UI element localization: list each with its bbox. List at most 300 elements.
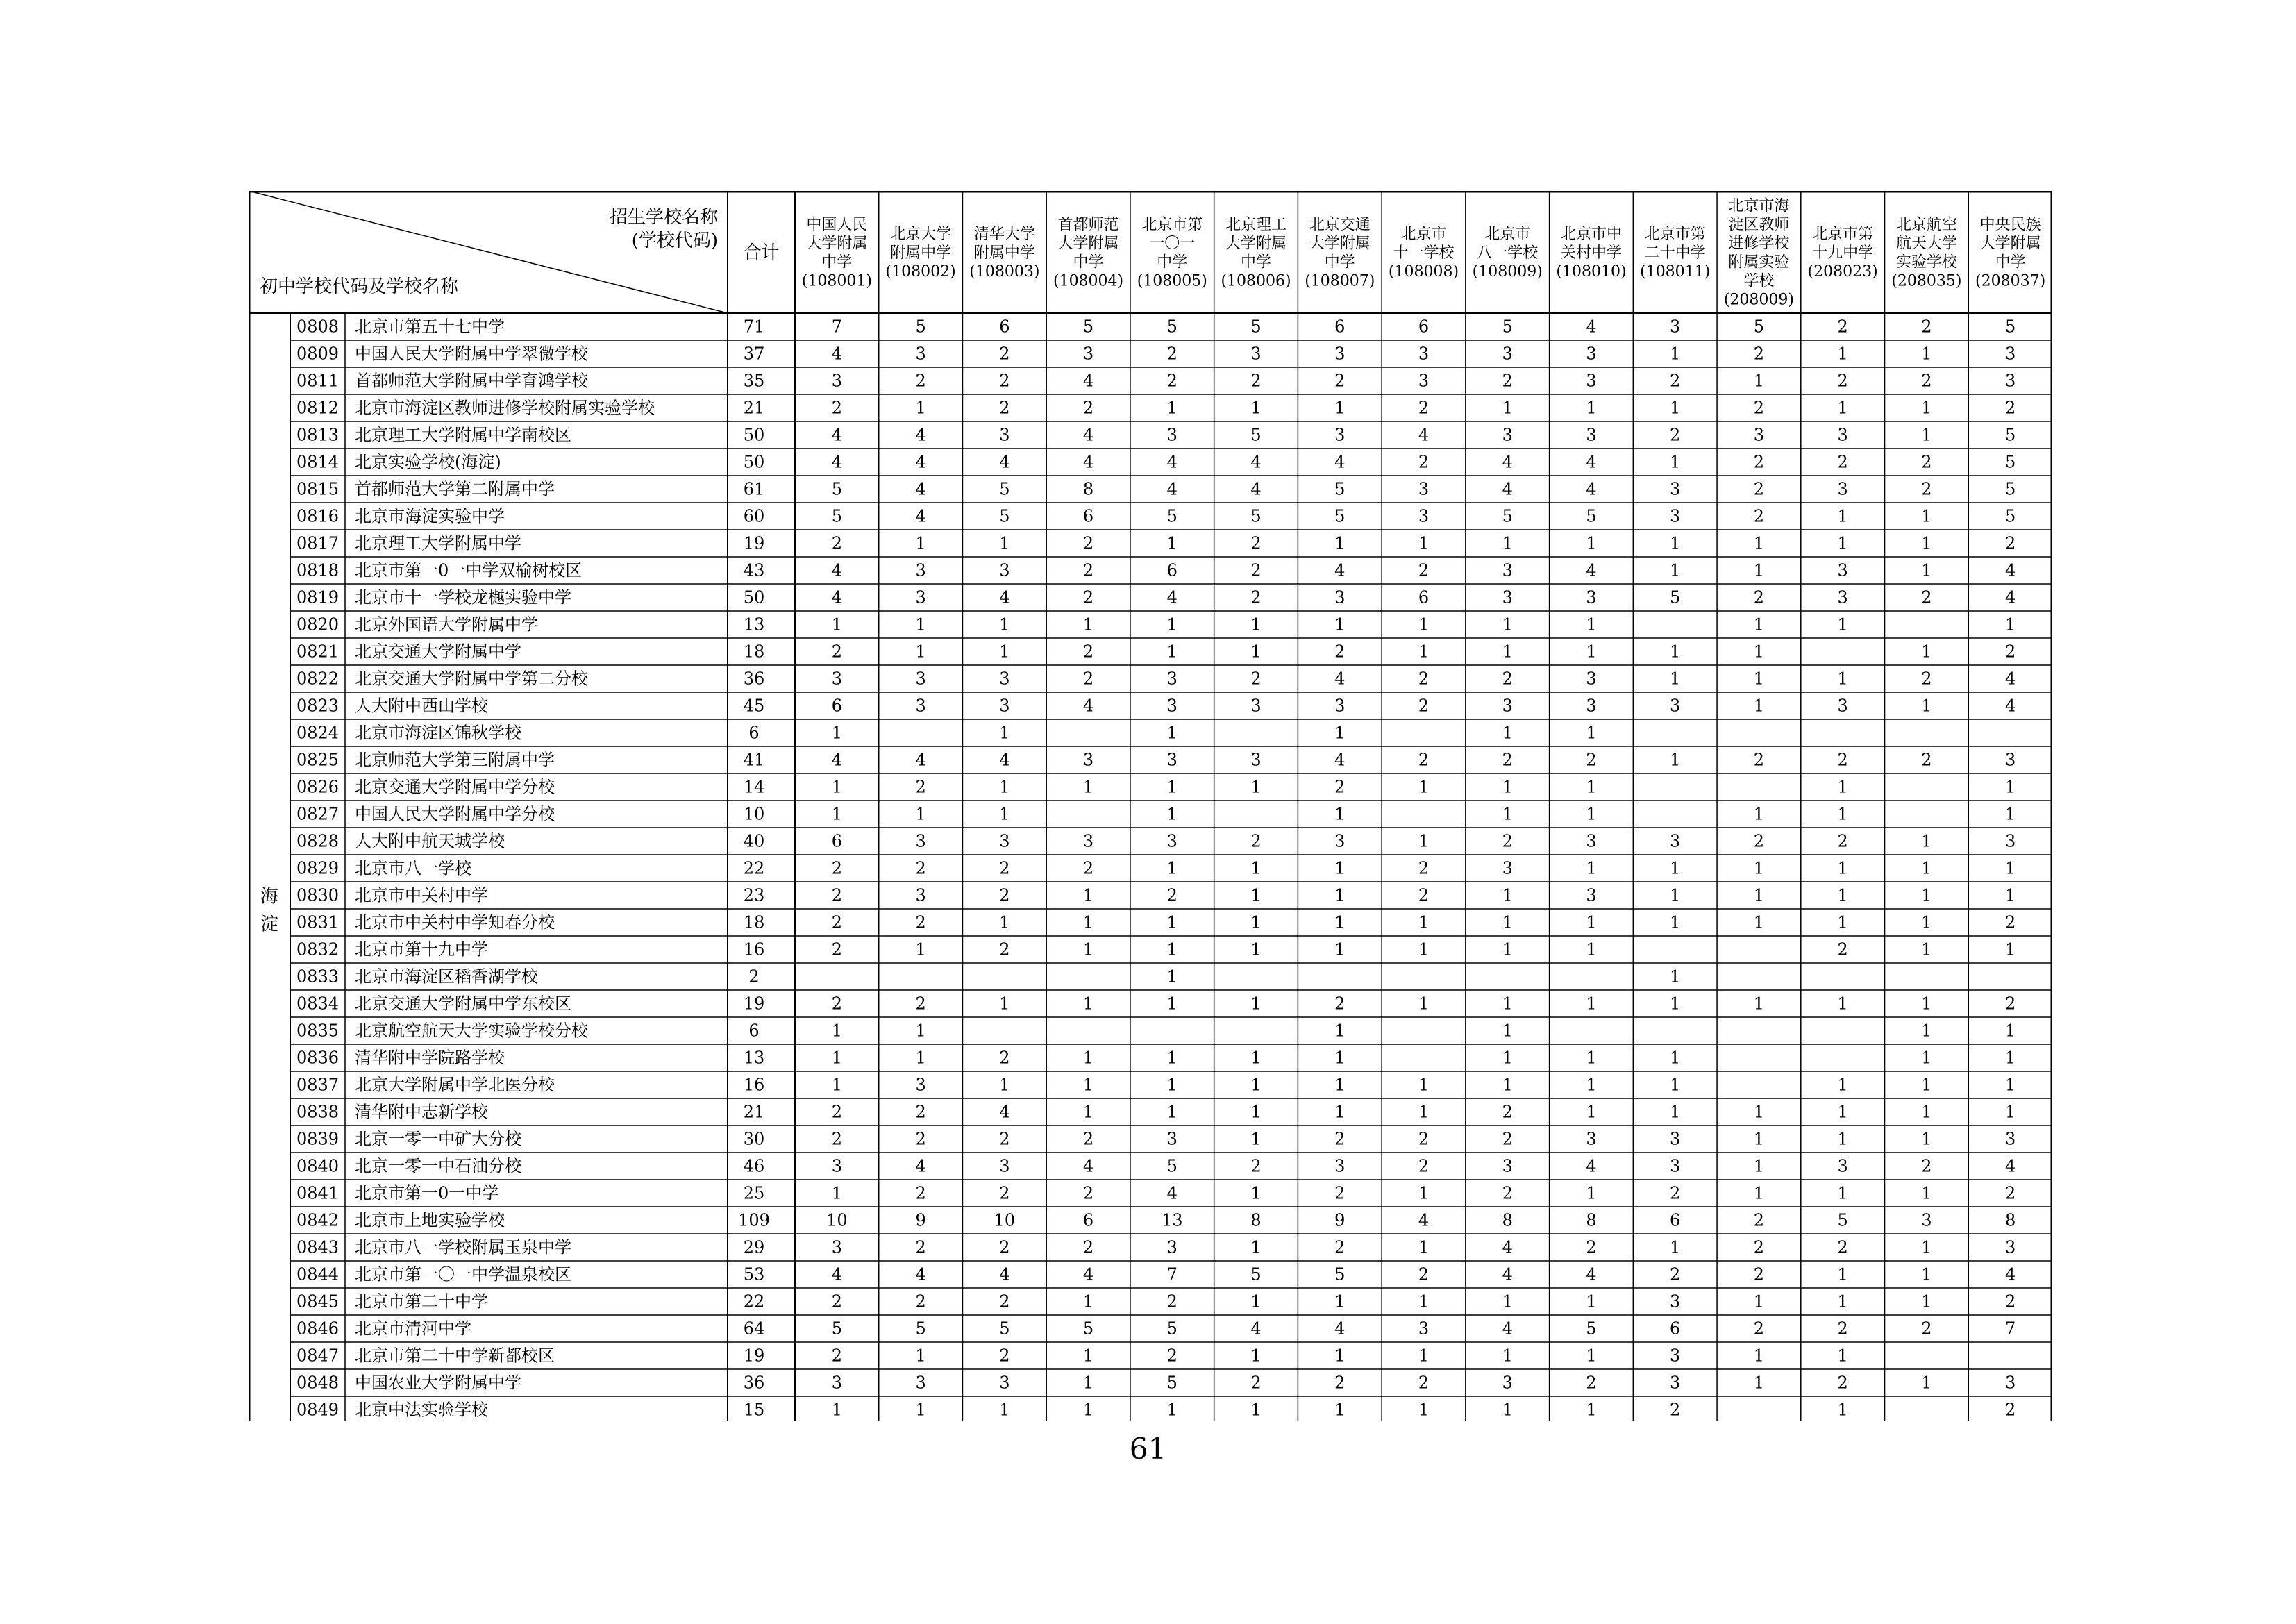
row-value: 1	[1166, 912, 1178, 932]
row-value: 2	[1418, 858, 1430, 878]
row-value: 1	[1502, 1400, 1513, 1420]
row-value: 1	[1921, 344, 1932, 364]
row-value: 2	[831, 1346, 843, 1366]
row-value: 1	[1753, 1291, 1765, 1312]
row-value: 1	[1502, 533, 1513, 553]
corner-label-bottom: 初中学校代码及学校名称	[260, 276, 459, 297]
row-value: 2	[2004, 642, 2016, 662]
row-school-name: 北京交通大学附属中学分校	[355, 777, 555, 797]
row-school-name: 清华附中志新学校	[355, 1102, 488, 1122]
row-value: 2	[1502, 831, 1513, 851]
row-code: 0844	[296, 1264, 340, 1284]
row-value: 3	[1502, 1156, 1513, 1176]
row-school-name: 北京实验学校(海淀)	[355, 452, 501, 472]
row-value: 4	[2004, 587, 2016, 608]
row-value: 1	[1166, 966, 1178, 987]
row-value: 1	[1082, 1075, 1094, 1095]
row-value: 1	[1753, 696, 1765, 716]
row-value: 3	[1334, 344, 1346, 364]
column-header-name: 北京市	[1400, 226, 1447, 243]
column-header-name: 中学	[1241, 253, 1272, 271]
row-value: 4	[1334, 669, 1346, 689]
row-code: 0828	[296, 831, 340, 851]
row-value: 1	[1586, 1075, 1597, 1095]
row-value: 1	[1837, 506, 1848, 526]
row-value: 2	[1586, 1237, 1597, 1257]
row-value: 4	[1502, 1264, 1513, 1284]
column-header-name: 中国人民	[806, 216, 868, 234]
row-value: 3	[915, 831, 926, 851]
row-value: 1	[1166, 804, 1178, 824]
row-value: 2	[1250, 560, 1262, 580]
row-value: 1	[1166, 1048, 1178, 1068]
row-value: 2	[1334, 1373, 1346, 1393]
row-value: 1	[1670, 885, 1681, 905]
row-value: 5	[1670, 587, 1681, 608]
row-school-name: 北京师范大学第三附属中学	[355, 750, 555, 770]
column-header-name: 八一学校	[1477, 244, 1539, 262]
row-value: 1	[1334, 939, 1346, 960]
row-value: 3	[1586, 344, 1597, 364]
row-value: 2	[1837, 452, 1848, 472]
row-value: 1	[999, 804, 1010, 824]
row-value: 5	[1082, 1319, 1094, 1339]
row-code: 0847	[296, 1346, 340, 1366]
row-value: 4	[1082, 696, 1094, 716]
row-value: 3	[1334, 1156, 1346, 1176]
row-value: 1	[1166, 1102, 1178, 1122]
row-value: 1	[915, 642, 926, 662]
row-value: 2	[1921, 371, 1932, 391]
row-value: 1	[1586, 994, 1597, 1014]
row-value: 4	[2004, 1264, 2016, 1284]
column-header-code: (108005)	[1137, 272, 1207, 290]
row-school-name: 北京中法实验学校	[355, 1400, 488, 1420]
row-total: 13	[743, 1048, 765, 1068]
row-value: 3	[1334, 831, 1346, 851]
row-value: 1	[1837, 912, 1848, 932]
row-value: 2	[915, 1237, 926, 1257]
row-value: 4	[1166, 452, 1178, 472]
row-value: 2	[1166, 1291, 1178, 1312]
row-value: 2	[999, 1346, 1010, 1366]
row-value: 1	[1166, 1400, 1178, 1420]
row-value: 1	[1586, 1291, 1597, 1312]
row-value: 1	[1082, 1102, 1094, 1122]
row-value: 2	[1670, 1264, 1681, 1284]
row-value: 1	[1334, 858, 1346, 878]
row-value: 8	[1082, 479, 1094, 499]
row-code: 0842	[296, 1210, 340, 1230]
row-value: 2	[915, 858, 926, 878]
row-value: 1	[1921, 885, 1932, 905]
row-value: 2	[1166, 344, 1178, 364]
row-value: 5	[999, 1319, 1010, 1339]
row-value: 1	[1837, 533, 1848, 553]
row-value: 4	[2004, 669, 2016, 689]
row-value: 2	[1418, 696, 1430, 716]
row-value: 4	[915, 479, 926, 499]
row-value: 2	[1753, 452, 1765, 472]
row-value: 1	[915, 1048, 926, 1068]
row-value: 2	[1921, 1319, 1932, 1339]
row-value: 3	[1586, 587, 1597, 608]
column-header-code: (108002)	[885, 263, 956, 281]
row-value: 4	[831, 344, 843, 364]
row-value: 3	[1166, 831, 1178, 851]
column-header-name: 学校	[1743, 272, 1775, 290]
row-value: 5	[1502, 317, 1513, 337]
row-value: 4	[915, 506, 926, 526]
column-header-code: (108001)	[801, 272, 872, 290]
row-value: 2	[1418, 1264, 1430, 1284]
row-code: 0833	[296, 966, 340, 987]
row-value: 2	[1837, 1237, 1848, 1257]
row-value: 2	[1921, 317, 1932, 337]
row-value: 1	[1921, 994, 1932, 1014]
row-value: 4	[999, 1102, 1010, 1122]
row-code: 0824	[296, 723, 340, 743]
row-value: 2	[1250, 371, 1262, 391]
row-value: 6	[831, 696, 843, 716]
row-value: 1	[1586, 642, 1597, 662]
row-total: 43	[743, 560, 765, 580]
row-school-name: 北京市第二十中学新都校区	[355, 1346, 555, 1366]
row-value: 1	[1921, 939, 1932, 960]
row-value: 1	[1586, 1400, 1597, 1420]
column-header-name: 附属中学	[973, 244, 1035, 262]
row-code: 0826	[296, 777, 340, 797]
row-value: 3	[831, 371, 843, 391]
row-value: 3	[1586, 831, 1597, 851]
row-value: 1	[1921, 1183, 1932, 1203]
row-value: 1	[1418, 994, 1430, 1014]
row-value: 1	[1921, 560, 1932, 580]
row-value: 2	[915, 1129, 926, 1149]
row-value: 1	[1670, 344, 1681, 364]
row-value: 1	[1166, 398, 1178, 418]
row-school-name: 人大附中西山学校	[355, 696, 488, 716]
row-total: 36	[743, 1373, 765, 1393]
row-value: 3	[1250, 696, 1262, 716]
row-value: 1	[1921, 912, 1932, 932]
row-value: 1	[831, 1075, 843, 1095]
row-total: 18	[743, 912, 765, 932]
row-value: 1	[999, 642, 1010, 662]
row-value: 3	[1418, 371, 1430, 391]
row-value: 1	[1670, 1102, 1681, 1122]
row-code: 0848	[296, 1373, 340, 1393]
row-value: 1	[1250, 777, 1262, 797]
row-value: 1	[1837, 1346, 1848, 1366]
row-value: 2	[831, 533, 843, 553]
row-school-name: 北京市第五十七中学	[355, 317, 505, 337]
column-header-name: 中学	[1324, 253, 1355, 271]
row-code: 0818	[296, 560, 340, 580]
row-value: 1	[1837, 1102, 1848, 1122]
column-header-name: 淀区教师	[1728, 216, 1790, 234]
row-value: 2	[1586, 750, 1597, 770]
row-school-name: 北京交通大学附属中学东校区	[355, 994, 571, 1014]
row-value: 1	[1837, 1264, 1848, 1284]
row-value: 1	[1921, 642, 1932, 662]
row-value: 1	[1418, 1346, 1430, 1366]
row-value: 1	[1670, 398, 1681, 418]
row-value: 1	[999, 533, 1010, 553]
row-value: 5	[1586, 506, 1597, 526]
row-value: 4	[1502, 452, 1513, 472]
row-value: 1	[1418, 1102, 1430, 1122]
row-total: 41	[743, 750, 765, 770]
row-value: 1	[1418, 642, 1430, 662]
row-value: 4	[915, 425, 926, 445]
row-school-name: 北京大学附属中学北医分校	[355, 1075, 555, 1095]
row-value: 2	[1502, 750, 1513, 770]
row-value: 1	[1166, 1075, 1178, 1095]
row-value: 5	[2004, 479, 2016, 499]
row-value: 2	[1082, 587, 1094, 608]
row-value: 3	[2004, 371, 2016, 391]
row-value: 1	[831, 1183, 843, 1203]
row-value: 1	[1753, 885, 1765, 905]
row-value: 1	[1670, 994, 1681, 1014]
row-value: 1	[1837, 994, 1848, 1014]
row-total: 25	[743, 1183, 765, 1203]
row-value: 4	[1334, 1319, 1346, 1339]
row-value: 1	[1418, 1075, 1430, 1095]
district-label: 淀	[260, 914, 279, 935]
row-code: 0822	[296, 669, 340, 689]
column-header-name: 北京市中	[1560, 226, 1622, 243]
row-value: 1	[2004, 804, 2016, 824]
row-total: 19	[743, 533, 765, 553]
row-value: 1	[999, 912, 1010, 932]
row-value: 2	[831, 398, 843, 418]
row-value: 5	[915, 1319, 926, 1339]
row-value: 2	[831, 994, 843, 1014]
row-value: 2	[1753, 1319, 1765, 1339]
row-value: 1	[1586, 533, 1597, 553]
row-school-name: 北京外国语大学附属中学	[355, 614, 538, 635]
row-value: 2	[1921, 452, 1932, 472]
row-school-name: 北京市海淀实验中学	[355, 506, 505, 526]
row-value: 3	[999, 831, 1010, 851]
row-value: 1	[1837, 344, 1848, 364]
row-value: 1	[1753, 1346, 1765, 1366]
row-value: 1	[1586, 939, 1597, 960]
row-value: 1	[1921, 1264, 1932, 1284]
row-value: 2	[1753, 506, 1765, 526]
row-value: 2	[1921, 587, 1932, 608]
row-value: 3	[1166, 669, 1178, 689]
column-header-name: 北京市第	[1644, 226, 1706, 243]
row-value: 2	[1418, 1156, 1430, 1176]
row-value: 3	[1670, 831, 1681, 851]
row-value: 3	[915, 1373, 926, 1393]
row-value: 1	[1334, 1346, 1346, 1366]
row-value: 2	[915, 1291, 926, 1312]
row-school-name: 北京交通大学附属中学	[355, 642, 521, 662]
row-total: 21	[743, 398, 765, 418]
row-value: 3	[1670, 506, 1681, 526]
row-value: 1	[1921, 1129, 1932, 1149]
row-total: 37	[743, 344, 765, 364]
row-value: 5	[1334, 506, 1346, 526]
row-value: 4	[915, 1264, 926, 1284]
row-code: 0841	[296, 1183, 340, 1203]
row-value: 7	[2004, 1319, 2016, 1339]
row-total: 6	[748, 1021, 760, 1041]
row-value: 2	[1753, 587, 1765, 608]
row-code: 0813	[296, 425, 340, 445]
row-value: 1	[1753, 371, 1765, 391]
column-header-name: 首都师范	[1057, 216, 1119, 234]
row-value: 1	[1418, 1237, 1430, 1257]
row-value: 2	[1082, 669, 1094, 689]
row-value: 3	[2004, 750, 2016, 770]
row-value: 3	[831, 1237, 843, 1257]
row-value: 1	[1921, 1102, 1932, 1122]
row-value: 5	[1166, 1373, 1178, 1393]
row-school-name: 北京市第一0一中学双榆树校区	[355, 560, 583, 580]
row-value: 1	[1166, 858, 1178, 878]
row-value: 6	[1082, 1210, 1094, 1230]
row-code: 0834	[296, 994, 340, 1014]
row-value: 1	[999, 1075, 1010, 1095]
row-value: 3	[1082, 831, 1094, 851]
row-value: 1	[1250, 1183, 1262, 1203]
row-total: 18	[743, 642, 765, 662]
row-value: 1	[1418, 777, 1430, 797]
row-value: 1	[1418, 614, 1430, 635]
row-value: 1	[1334, 804, 1346, 824]
row-value: 1	[1502, 1021, 1513, 1041]
row-value: 1	[1921, 425, 1932, 445]
corner-label-top: 招生学校名称	[609, 207, 718, 228]
row-value: 4	[2004, 696, 2016, 716]
row-value: 2	[2004, 1291, 2016, 1312]
row-value: 1	[1837, 398, 1848, 418]
row-school-name: 清华附中学院路学校	[355, 1048, 505, 1068]
row-value: 1	[1670, 560, 1681, 580]
row-value: 3	[1250, 750, 1262, 770]
row-value: 1	[1250, 1102, 1262, 1122]
column-header-name: 实验学校	[1895, 253, 1957, 271]
column-header-name: 北京大学	[890, 226, 952, 243]
row-value: 2	[1921, 669, 1932, 689]
row-value: 3	[1670, 696, 1681, 716]
row-code: 0829	[296, 858, 340, 878]
row-total: 50	[743, 452, 765, 472]
row-code: 0830	[296, 885, 340, 905]
column-header-name: 北京航空	[1895, 216, 1957, 234]
row-value: 1	[1418, 939, 1430, 960]
row-total: 45	[743, 696, 765, 716]
row-value: 1	[1334, 1021, 1346, 1041]
row-code: 0831	[296, 912, 340, 932]
row-value: 3	[1753, 425, 1765, 445]
row-value: 1	[1250, 614, 1262, 635]
row-value: 4	[1502, 1319, 1513, 1339]
row-value: 2	[1082, 398, 1094, 418]
column-header-name: 十九中学	[1812, 244, 1874, 262]
row-value: 2	[1502, 371, 1513, 391]
row-value: 1	[1502, 642, 1513, 662]
row-total: 109	[738, 1210, 770, 1230]
row-value: 2	[1334, 777, 1346, 797]
row-value: 2	[1082, 533, 1094, 553]
row-total: 10	[743, 804, 765, 824]
row-school-name: 北京市海淀区稻香湖学校	[355, 966, 538, 987]
row-value: 1	[1502, 912, 1513, 932]
row-value: 1	[1250, 1400, 1262, 1420]
row-value: 2	[1837, 750, 1848, 770]
row-value: 3	[1670, 1346, 1681, 1366]
row-value: 5	[1166, 506, 1178, 526]
row-value: 2	[1837, 939, 1848, 960]
column-header-name: 大学附属	[1225, 235, 1287, 253]
row-total: 19	[743, 994, 765, 1014]
row-value: 3	[1418, 479, 1430, 499]
row-value: 1	[1753, 804, 1765, 824]
row-value: 5	[1166, 1156, 1178, 1176]
row-value: 3	[1921, 1210, 1932, 1230]
row-value: 5	[1837, 1210, 1848, 1230]
row-value: 5	[999, 479, 1010, 499]
row-value: 4	[831, 750, 843, 770]
row-value: 3	[1670, 479, 1681, 499]
column-header-code: (208023)	[1807, 263, 1878, 281]
row-value: 1	[1250, 912, 1262, 932]
row-value: 3	[1502, 696, 1513, 716]
row-value: 1	[1166, 614, 1178, 635]
row-school-name: 人大附中航天城学校	[355, 831, 505, 851]
row-value: 1	[1753, 1129, 1765, 1149]
row-value: 1	[999, 777, 1010, 797]
row-value: 1	[1837, 614, 1848, 635]
row-value: 3	[1670, 317, 1681, 337]
row-value: 1	[915, 1400, 926, 1420]
row-value: 1	[2004, 1048, 2016, 1068]
row-code: 0837	[296, 1075, 340, 1095]
row-value: 3	[1334, 696, 1346, 716]
row-school-name: 中国人民大学附属中学翠微学校	[355, 344, 588, 364]
row-value: 1	[1670, 750, 1681, 770]
row-value: 1	[1753, 533, 1765, 553]
row-value: 3	[915, 344, 926, 364]
row-value: 2	[915, 1102, 926, 1122]
row-value: 2	[1166, 885, 1178, 905]
row-value: 1	[2004, 777, 2016, 797]
row-value: 1	[1502, 994, 1513, 1014]
row-value: 2	[1334, 371, 1346, 391]
row-value: 1	[1502, 804, 1513, 824]
row-value: 1	[1837, 1291, 1848, 1312]
row-value: 3	[1502, 344, 1513, 364]
row-total: 71	[743, 317, 765, 337]
row-value: 1	[1837, 1183, 1848, 1203]
row-total: 64	[743, 1319, 765, 1339]
row-value: 2	[1250, 587, 1262, 608]
row-value: 4	[1502, 1237, 1513, 1257]
row-value: 3	[999, 1373, 1010, 1393]
row-value: 2	[1670, 1400, 1681, 1420]
row-value: 3	[1670, 1373, 1681, 1393]
row-value: 3	[1166, 1237, 1178, 1257]
row-value: 1	[1250, 1075, 1262, 1095]
row-code: 0825	[296, 750, 340, 770]
row-value: 8	[1502, 1210, 1513, 1230]
